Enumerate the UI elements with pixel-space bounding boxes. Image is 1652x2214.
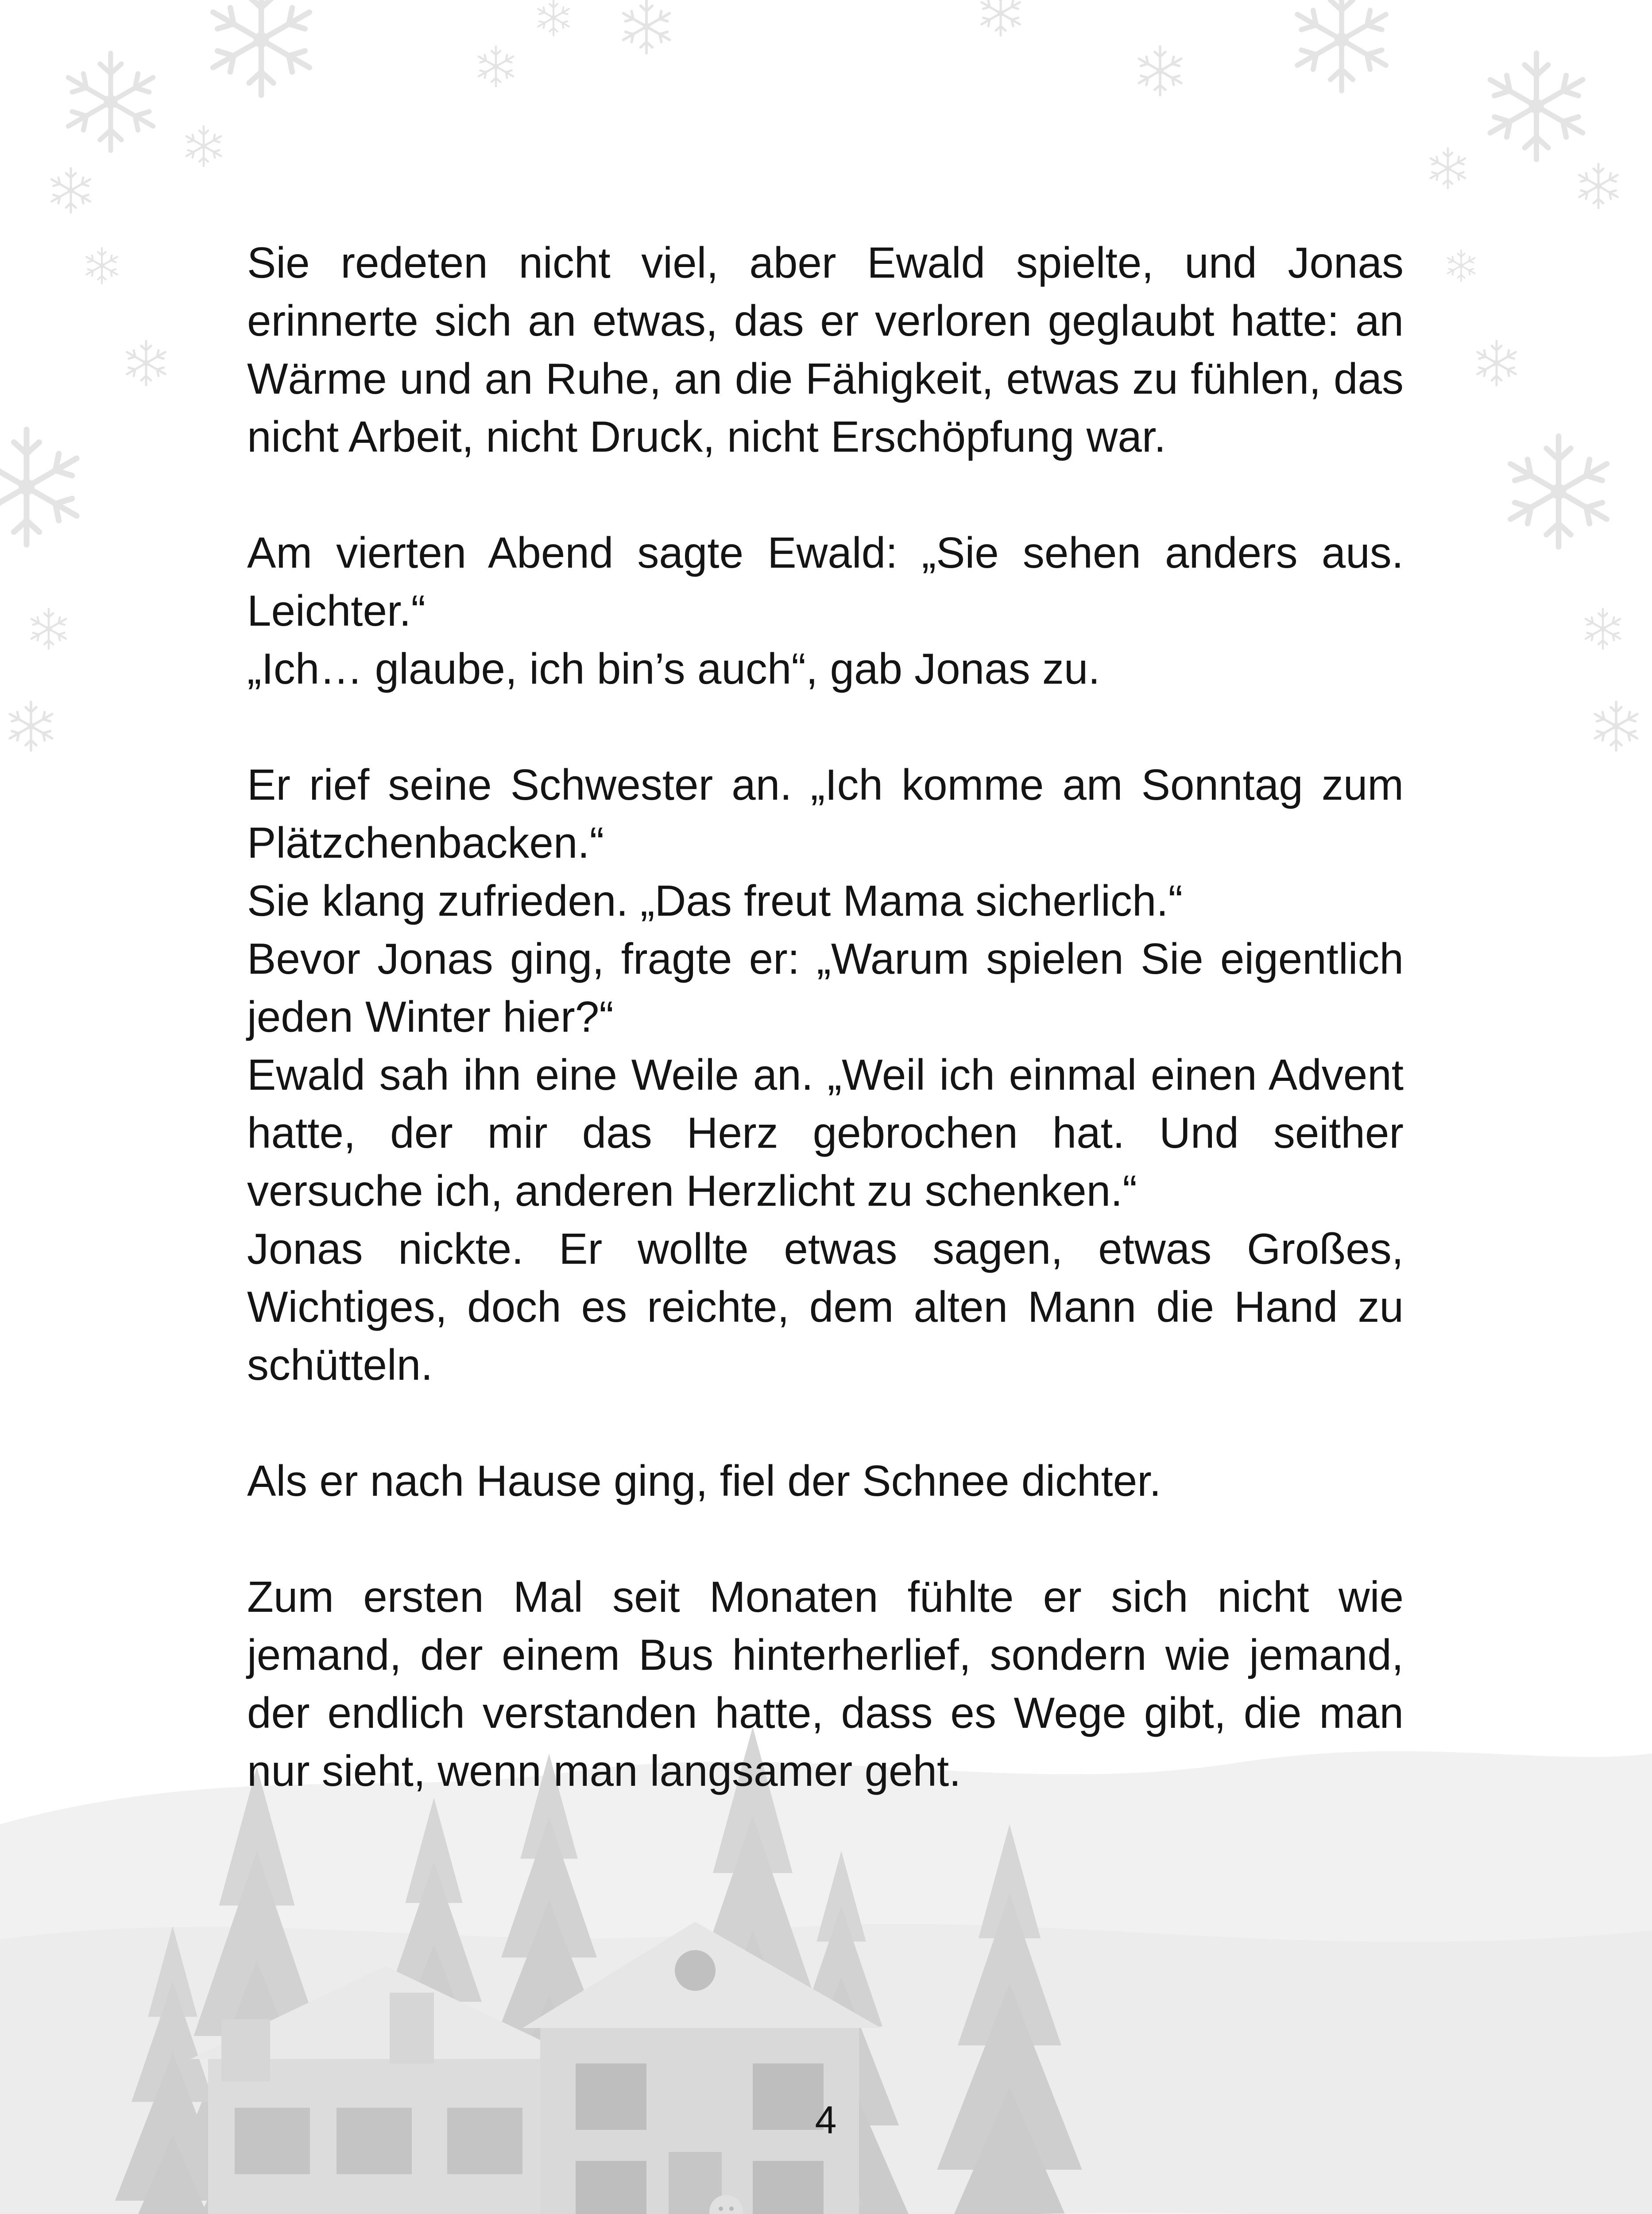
paragraph-8: Jonas nickte. Er wollte etwas sagen, etwas Großes, Wichtiges, doch es reichte, dem alten Mann die Hand zu schütteln.: [247, 1224, 1404, 1389]
paragraph-4: Er rief seine Schwester an. „Ich komme am Sonntag zum Plätzchenbacken.“: [247, 760, 1404, 867]
story-text: [247, 234, 1404, 1800]
paragraph-gap: [247, 1394, 1404, 1452]
page-number: 4: [815, 2098, 837, 2142]
paragraph-3: „Ich… glaube, ich bin’s auch“, gab Jonas zu.: [247, 644, 1100, 693]
paragraph-7: Ewald sah ihn eine Weile an. „Weil ich einmal einen Advent hatte, der mir das Herz gebrochen hat. Und seither versuche ich, anderen Herzlicht zu schenken.“: [247, 1050, 1404, 1215]
paragraph-10: Zum ersten Mal seit Monaten fühlte er sich nicht wie jemand, der einem Bus hinterherlief, sondern wie jemand, der endlich verstanden hatte, dass es Wege gibt, die man nur sieht, wenn man langsamer geht.: [247, 1572, 1404, 1795]
paragraph-1: Sie redeten nicht viel, aber Ewald spielte, und Jonas erinnerte sich an etwas, das er verloren geglaubt hatte: an Wärme und an Ruhe, an die Fähigkeit, etwas zu fühlen, das nicht Arbeit, nicht Druck, nicht Erschöpfung war.: [247, 238, 1404, 461]
paragraph-gap: [247, 466, 1404, 524]
paragraph-6: Bevor Jonas ging, fragte er: „Warum spielen Sie eigentlich jeden Winter hier?“: [247, 934, 1404, 1041]
paragraph-2: Am vierten Abend sagte Ewald: „Sie sehen anders aus. Leichter.“: [247, 528, 1404, 635]
paragraph-gap: [247, 1510, 1404, 1568]
paragraph-gap: [247, 698, 1404, 756]
paragraph-5: Sie klang zufrieden. „Das freut Mama sicherlich.“: [247, 876, 1183, 925]
paragraph-9: Als er nach Hause ging, fiel der Schnee dichter.: [247, 1456, 1161, 1505]
